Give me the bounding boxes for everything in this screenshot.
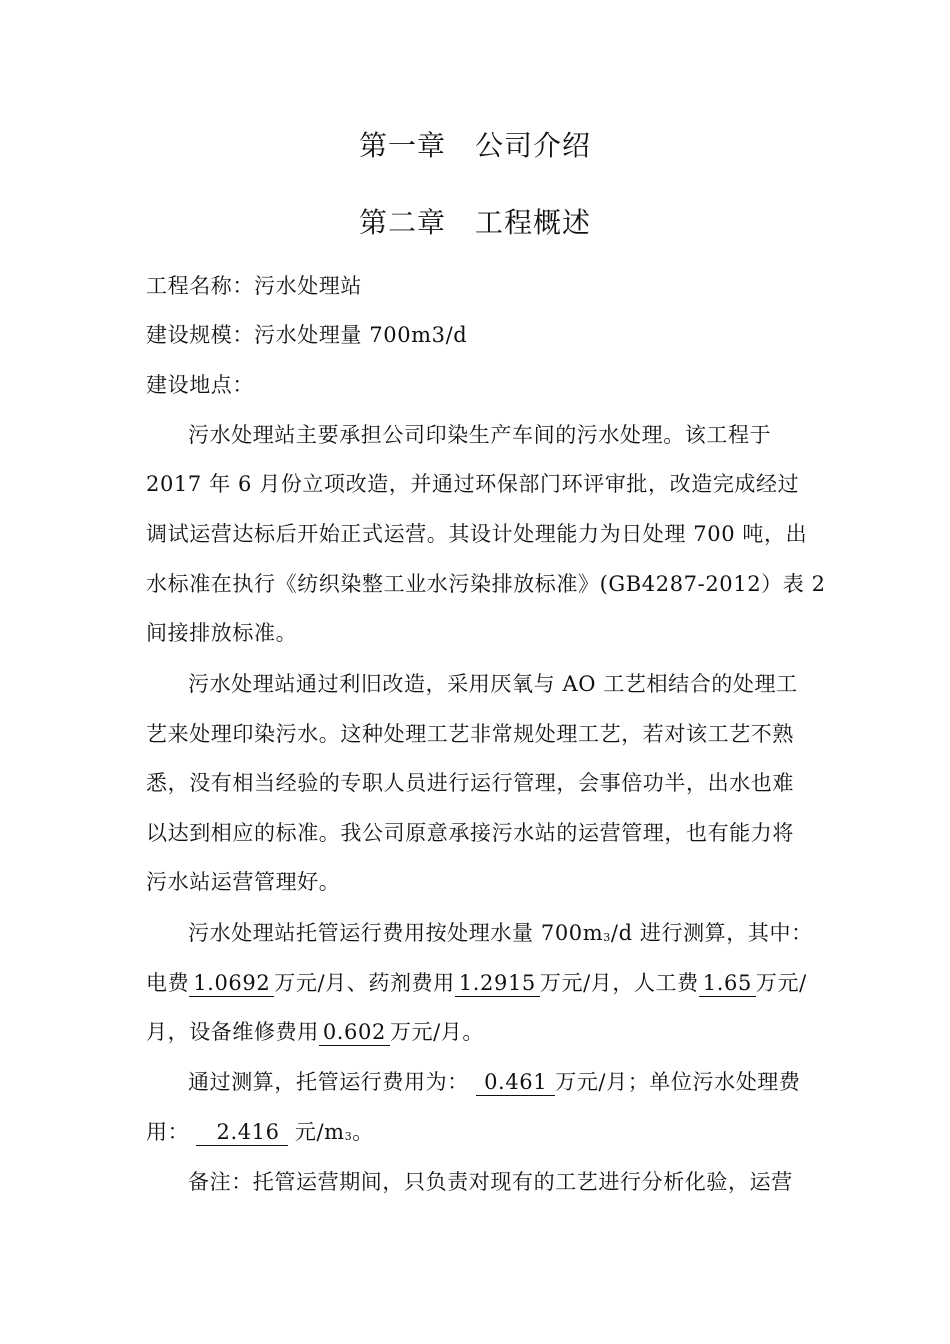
electricity-label: 电费 (146, 971, 190, 995)
project-site-row (146, 371, 808, 399)
total-cost-value: 0.461 (476, 1069, 555, 1096)
unit-cost-label: 万元/月；单位污水处理费 (555, 1070, 801, 1094)
para2-line: 以达到相应的标准。我公司原意承接污水站的运营管理，也有能力将 (146, 821, 794, 845)
para4-line (188, 1068, 808, 1096)
superscript-3: 3 (603, 931, 611, 944)
chapter-2-heading: 第二章 工程概述 (358, 206, 591, 239)
para2-line: 污水站运营管理好。 (146, 870, 341, 894)
unit-cost-value: 2.416 (196, 1119, 287, 1146)
para3-text: 污水处理站托管运行费用按处理水量 700m (188, 921, 604, 945)
unit-cost-label-end: 用： (146, 1120, 190, 1144)
para1-line: 水标准在执行《纺织染整工业水污染排放标准》(GB4287-2012）表 2 (146, 572, 826, 596)
para3-text: /d 进行测算，其中： (610, 921, 813, 945)
project-name-label: 工程名称： (146, 274, 254, 298)
superscript-3: 3 (344, 1130, 353, 1143)
para2-line: 悉，没有相当经验的专职人员进行运行管理，会事倍功半，出水也难 (146, 771, 794, 795)
project-scale-label: 建设规模： (146, 323, 254, 347)
electricity-cost-value: 1.0692 (189, 970, 274, 997)
project-site-label: 建设地点： (146, 373, 254, 397)
labor-unit: 万元/ (755, 971, 807, 995)
para3-line (146, 969, 808, 997)
period: 。 (352, 1120, 374, 1144)
unit-cost-unit: 元/m (294, 1120, 345, 1144)
maintenance-cost-value: 0.602 (319, 1019, 390, 1046)
labor-cost-value: 1.65 (699, 970, 756, 997)
para3-line (188, 919, 813, 952)
para4-line (146, 1118, 808, 1151)
project-scale-row (146, 321, 808, 349)
project-name-value: 污水处理站 (254, 274, 362, 298)
para1-line: 2017 年 6 月份立项改造，并通过环保部门环评审批，改造完成经过 (146, 472, 800, 496)
para1-line: 间接排放标准。 (146, 621, 298, 645)
chemical-cost-value: 1.2915 (455, 970, 540, 997)
remark-line: 备注：托管运营期间，只负责对现有的工艺进行分析化验，运营 (188, 1170, 793, 1194)
labor-label: 万元/月，人工费 (539, 971, 699, 995)
maintenance-label: 月，设备维修费用 (146, 1020, 319, 1044)
chapter-1-heading: 第一章 公司介绍 (358, 129, 591, 162)
project-scale-value: 污水处理量 700m3/d (254, 323, 468, 347)
para2-line: 艺来处理印染污水。这种处理工艺非常规处理工艺，若对该工艺不熟 (146, 722, 794, 746)
chemical-label: 万元/月、药剂费用 (274, 971, 455, 995)
para1-line: 污水处理站主要承担公司印染生产车间的污水处理。该工程于 (188, 423, 772, 447)
para3-line (146, 1018, 808, 1046)
para2-line: 污水处理站通过利旧改造，采用厌氧与 AO 工艺相结合的处理工 (188, 672, 798, 696)
maintenance-unit: 万元/月。 (389, 1020, 485, 1044)
total-label: 通过测算，托管运行费用为： (188, 1070, 469, 1094)
project-name-row (146, 272, 808, 300)
para1-line: 调试运营达标后开始正式运营。其设计处理能力为日处理 700 吨，出 (146, 522, 808, 546)
